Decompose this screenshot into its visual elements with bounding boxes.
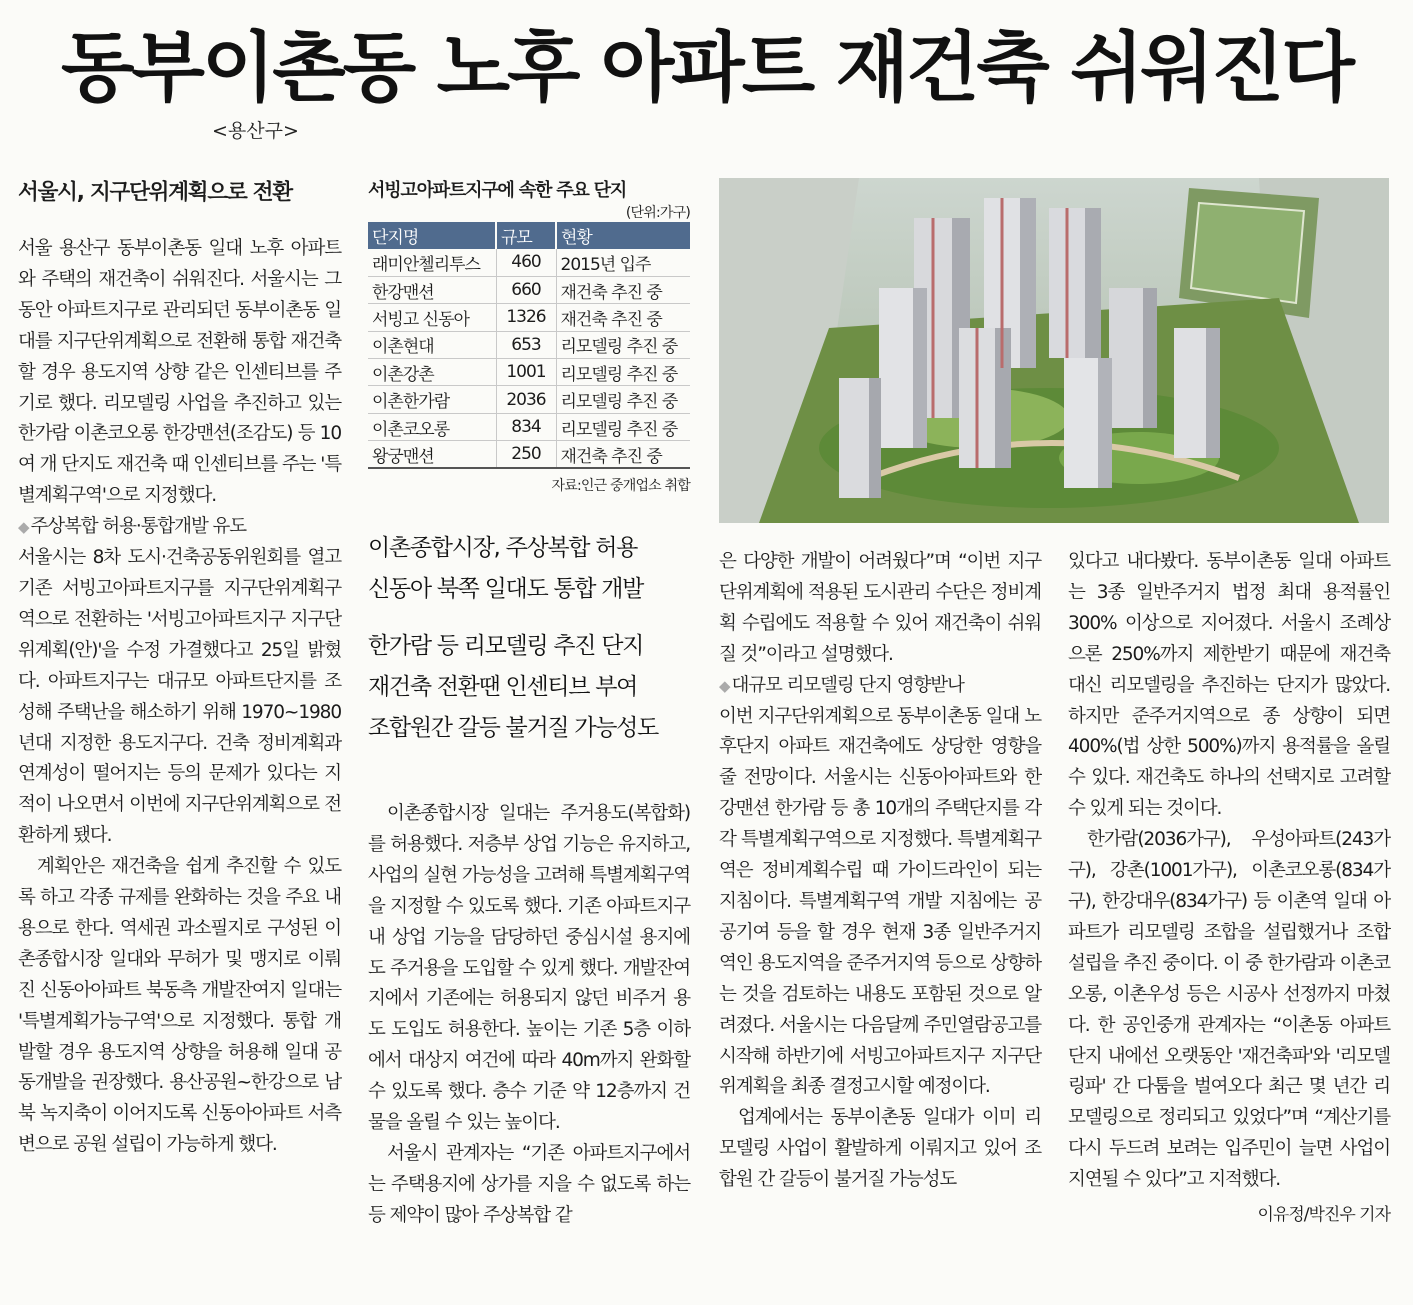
table-row <box>368 331 690 358</box>
cell-name: 이촌코오롱 <box>368 413 496 440</box>
section-heading: ◆ 대규모 리모델링 단지 영향받나 <box>719 671 1041 702</box>
deck-line: 조합원간 갈등 불거질 가능성도 <box>368 715 658 741</box>
cell-status: 리모델링 추진 중 <box>556 331 690 358</box>
table-row <box>368 276 690 303</box>
header-status: 현황 <box>556 222 690 249</box>
info-table-box <box>368 178 690 495</box>
header-size: 규모 <box>496 222 556 249</box>
complex-table <box>368 222 690 469</box>
cell-size: 1001 <box>496 359 556 386</box>
cell-status: 재건축 추진 중 <box>556 304 690 331</box>
region-label: <용산구> <box>212 120 299 142</box>
paragraph: 이촌종합시장 일대는 주거용도(복합화)를 허용했다. 저층부 상업 기능은 유지하고, 사업의 실현 가능성을 고려해 특별계획구역을 지정할 수 있도록 했다. 기존 아파트지구 내 상업 기능을 담당하던 중심시설 용지에도 주거용을 도입할 수 있게 했다. 개발잔여지에서 기존에는 허용되지 않던 비주거 용도 도입도 허용한다. 높이는 기존 5층 이하에서 대상지 여건에 따라 40m까지 완화할 수 있도록 했다. 층수 기준 약 12층까지 건물을 올릴 수 있는 높이다. <box>368 803 690 1134</box>
cell-size: 2036 <box>496 386 556 413</box>
deck-line: 이촌종합시장, 주상복합 허용 <box>368 535 638 561</box>
paragraph: 한가람(2036가구), 우성아파트(243가구), 강촌(1001가구), 이촌코오롱(834가구), 한강대우(834가구) 등 이촌역 일대 아파트가 리모델링 조합을 설립했거나 조합 설립을 추진 중이다. 이 중 한가람과 이촌코오롱, 이촌우성 등은 시공사 선정까지 마쳤다. 한 공인중개 관계자는 “이촌동 아파트 단지 내에선 오랫동안 '재건축파'와 '리모델링파' 간 다툼을 벌여오다 최근 몇 년간 리모델링으로 정리되고 있었다”며 “계산기를 다시 두드려 보려는 입주민이 늘면 사업이 지연될 수 있다”고 지적했다. <box>1068 829 1390 1191</box>
byline: 이유정/박진우 기자 <box>1257 1205 1390 1226</box>
table-source: 자료:인근 중개업소 취합 <box>551 478 690 495</box>
paragraph: 있다고 내다봤다. 동부이촌동 일대 아파트는 3종 일반주거지 법정 최대 용적률인 300% 이상으로 지어졌다. 서울시 조례상으론 250%까지 제한받기 때문에 재건축 대신 리모델링을 추진하는 단지가 많았다. 하지만 준주거지역으로 종 상향이 되면 400%(법 상한 500%)까지 용적률을 올릴 수 있다. 재건축도 하나의 선택지로 고려할 수 있게 되는 것이다. <box>1068 551 1390 820</box>
cell-size: 460 <box>496 249 556 276</box>
cell-size: 834 <box>496 413 556 440</box>
table-row <box>368 441 690 468</box>
cell-name: 이촌강촌 <box>368 359 496 386</box>
table-row <box>368 304 690 331</box>
header-name: 단지명 <box>368 222 496 249</box>
cell-size: 660 <box>496 276 556 303</box>
table-header-row <box>368 222 690 249</box>
paragraph: 계획안은 재건축을 쉽게 추진할 수 있도록 하고 각종 규제를 완화하는 것을 주요 내용으로 한다. 역세권 과소필지로 구성된 이촌종합시장 일대와 무허가 및 맹지로 이뤄진 신동아아파트 북동측 개발잔여지 일대는 '특별계획가능구역'으로 지정했다. 통합 개발할 경우 용도지역 상향을 허용해 일대 공동개발을 권장했다. 용산공원~한강으로 남북 녹지축이 이어지도록 신동아아파트 서측변으로 공원 설립이 가능하게 했다. <box>18 856 341 1156</box>
cell-status: 리모델링 추진 중 <box>556 386 690 413</box>
paragraph: 업계에서는 동부이촌동 일대가 이미 리모델링 사업이 활발하게 이뤄지고 있어 조합원 간 갈등이 불거질 가능성도 <box>719 1107 1041 1191</box>
paragraph: 서울시는 8차 도시·건축공동위원회를 열고 기존 서빙고아파트지구를 지구단위계획구역으로 전환하는 '서빙고아파트지구 지구단위계획(안)'을 수정 가결했다고 25일 밝혔다. 아파트지구는 대규모 아파트단지를 조성해 주택난을 해소하기 위해 1970~1980년대 지정한 용도지구다. 건축 정비계획과 연계성이 떨어지는 등의 문제가 있다는 지적이 나오면서 이번에 지구단위계획으로 전환하게 됐다. <box>18 547 341 847</box>
aerial-rendering-image <box>719 178 1389 523</box>
paragraph: 서울시 관계자는 “기존 아파트지구에서는 주택용지에 상가를 지을 수 없도록 하는 등 제약이 많아 주상복합 같 <box>368 1142 690 1226</box>
column-2 <box>368 799 690 1232</box>
paragraph: 은 다양한 개발이 어려웠다”며 “이번 지구단위계획에 적용된 도시관리 수단은 정비계획 수립에도 적용할 수 있어 재건축이 쉬워질 것”이라고 설명했다. <box>719 551 1041 665</box>
cell-size: 250 <box>496 441 556 468</box>
deck <box>368 528 698 749</box>
cell-status: 재건축 추진 중 <box>556 441 690 468</box>
column-4 <box>1068 547 1390 1225</box>
cell-name: 래미안첼리투스 <box>368 249 496 276</box>
cell-size: 1326 <box>496 304 556 331</box>
table-unit: (단위:가구) <box>625 205 690 221</box>
cell-name: 이촌한가람 <box>368 386 496 413</box>
deck-line: 신동아 북쪽 일대도 통합 개발 <box>368 576 644 602</box>
column-3 <box>719 547 1041 1196</box>
section-subhead: 서울시, 지구단위계획으로 전환 <box>18 180 292 205</box>
table-row <box>368 359 690 386</box>
cell-name: 한강맨션 <box>368 276 496 303</box>
cell-status: 리모델링 추진 중 <box>556 413 690 440</box>
cell-size: 653 <box>496 331 556 358</box>
deck-line: 재건축 전환땐 인센티브 부여 <box>368 674 638 700</box>
headline: 동부이촌동 노후 아파트 재건축 쉬워진다 <box>61 23 1352 112</box>
table-title: 서빙고아파트지구에 속한 주요 단지 <box>368 180 627 201</box>
cell-name: 서빙고 신동아 <box>368 304 496 331</box>
column-1 <box>18 178 341 1161</box>
deck-line: 한가람 등 리모델링 추진 단지 <box>368 633 644 659</box>
table-row <box>368 386 690 413</box>
section-heading: ◆ 주상복합 허용·통합개발 유도 <box>18 512 341 543</box>
cell-status: 리모델링 추진 중 <box>556 359 690 386</box>
cell-status: 2015년 입주 <box>556 249 690 276</box>
cell-status: 재건축 추진 중 <box>556 276 690 303</box>
paragraph: 서울 용산구 동부이촌동 일대 노후 아파트와 주택의 재건축이 쉬워진다. 서울시는 그동안 아파트지구로 관리되던 동부이촌동 일대를 지구단위계획으로 전환해 통합 재건축할 경우 용도지역 상향 같은 인센티브를 주기로 했다. 리모델링 사업을 추진하고 있는 한가람 이촌코오롱 한강맨션(조감도) 등 10여 개 단지도 재건축 때 인센티브를 주는 '특별계획구역'으로 지정했다. <box>18 238 341 507</box>
table-row <box>368 413 690 440</box>
cell-name: 왕궁맨션 <box>368 441 496 468</box>
table-row <box>368 249 690 276</box>
cell-name: 이촌현대 <box>368 331 496 358</box>
paragraph: 이번 지구단위계획으로 동부이촌동 일대 노후단지 아파트 재건축에도 상당한 영향을 줄 전망이다. 서울시는 신동아아파트와 한강맨션 한가람 등 총 10개의 주택단지를 각각 특별계획구역으로 지정했다. 특별계획구역은 정비계획수립 때 가이드라인이 되는 지침이다. 특별계획구역 개발 지침에는 공공기여 등을 할 경우 현재 3종 일반주거지역인 용도지역을 준주거지역 등으로 상향하는 것을 검토하는 내용도 포함된 것으로 알려졌다. 서울시는 다음달께 주민열람공고를 시작해 하반기에 서빙고아파트지구 지구단위계획을 최종 결정고시할 예정이다. <box>719 705 1041 1098</box>
